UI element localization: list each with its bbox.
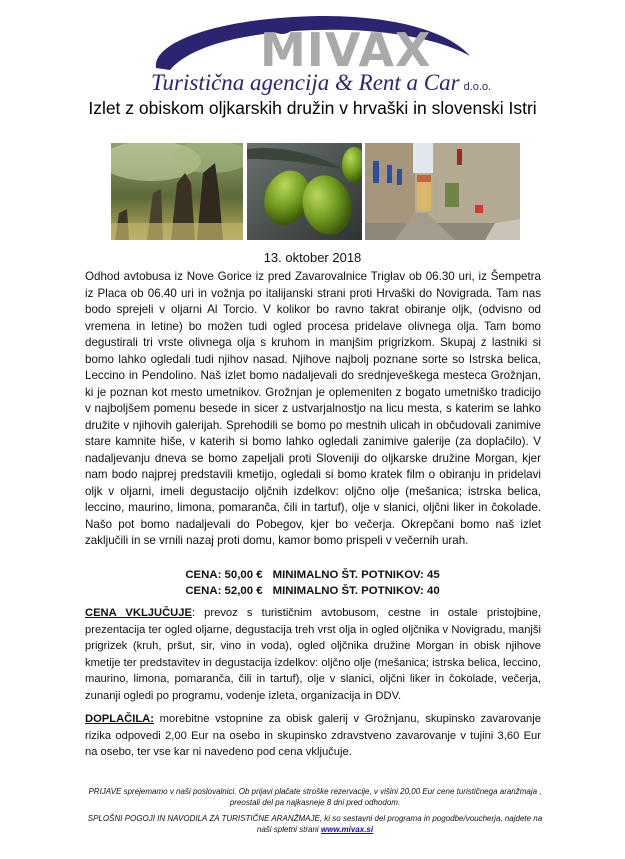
website-link[interactable]: www.mivax.si xyxy=(320,825,374,834)
price-row xyxy=(0,583,625,599)
terms-text: SPLOŠNI POGOJI IN NAVODILA ZA TURISTIČNE ARANŽMAJE, ki so sestavni del programa in pogodbe/voucherja, najdete na naši spletni strani xyxy=(87,814,543,834)
page-title: Izlet z obiskom oljkarskih družin v hrvaški in slovenski Istri xyxy=(88,98,537,118)
price-label: CENA: 52,00 € xyxy=(185,585,263,597)
green-olives-photo xyxy=(247,143,362,240)
price-label: CENA: 50,00 € xyxy=(185,569,263,581)
istrian-street-photo xyxy=(365,143,520,240)
description-text: Odhod avtobusa iz Nove Gorice iz pred Zavarovalnice Triglav ob 06.30 uri, iz Šempetra iz Placa ob 06.40 uri in vožnja po italijanski strani proti Hrvaški do Novigrada. Tam nas bodo sprejeli v oljarni Al Torcio. V kolikor bo ravno takrat obiranje oljk, (odvisno od vremena in letine) bo možen tudi ogled procesa pridelave olivnega olja. Tam bomo degustirali tri vrste olivnega olja s kruhom in manjšim prigrizkom. Skupaj z lastniki si bomo lahko ogledali tudi njihov nasad. Njihove najbolj poznane sorte so Istrska belica, Leccino in Pendolino. Naš izlet bomo nadaljevali do srednjeveškega mesteca Grožnjan, ki je poznan kot mesto umetnikov. Grožnjan je oplemeniten z bogato umetniško tradicijo v najboljšem pomenu besede in sicer z ustvarjalnostjo na licu mesta, s katerim se lahko družite v njihovih galerijah. Sprehodili se bomo po mestnih ulicah in občudovali zanimive stare kamnite hiše, v katerih si bomo lahko ogledali zanimive galerije (za doplačilo). V nadaljevanju dneva se bomo zapeljali proti Sloveniji do oljkarske družine Morgan, kjer nam bodo najprej predstavili kmetijo, ogledali si bomo kratek film o obiranju in pridelavi oljk v oljarni, imeli degustacijo oljčnih izdelkov: oljčno olje (mešanica; istrska belica, leccino, maurino, limona, pomaranča, čili in tartuf), olje v slanici, oljčni liker in čokolade. Našo pot bomo nadaljevali do Pobegov, kjer bo večerja. Okrepčani bomo naš izlet zaključili in se vrnili nazaj proti domu, kamor bomo prispeli v večernih urah. xyxy=(85,270,541,547)
min-passengers-label: MINIMALNO ŠT. POTNIKOV: 45 xyxy=(272,569,440,581)
trip-description xyxy=(85,269,541,550)
min-passengers-label: MINIMALNO ŠT. POTNIKOV: 40 xyxy=(272,585,440,597)
logo-tagline xyxy=(151,70,491,100)
price-row xyxy=(0,567,625,583)
extra-charges-section xyxy=(85,711,541,761)
price-list xyxy=(0,567,625,599)
logo-wordmark: MIVAX xyxy=(260,23,432,77)
logo-suffix: d.o.o. xyxy=(463,81,492,93)
trip-date: 13. oktober 2018 xyxy=(263,250,362,265)
price-includes-text: : prevoz s turističnim avtobusom, cestne in ostale pristojbine, prezentacija ter ogled oljarne, degustacija treh vrst olja in ogled oljčnika v Novigradu, manjši prigrizek (kruh, pršut, sir, vino in voda), ogled oljčnika družine Morgan in obisk njihove kmetije ter predstavitev in degustacija izdelkov: oljčno olje (mešanica; istrska belica, leccino, maurino, limona, pomaranča, čili in tartuf), olje v slanici, oljčni liker in čokolade, večerja, zunanji ogledi po programu, vodenje izleta, organizacija in DDV. xyxy=(85,607,541,702)
extra-charges-label: DOPLAČILA: xyxy=(85,713,154,725)
company-logo xyxy=(148,4,492,95)
terms-note xyxy=(80,813,550,835)
price-includes-section xyxy=(85,605,541,704)
olive-grove-photo xyxy=(111,143,243,240)
price-includes-label: CENA VKLJUČUJE xyxy=(85,607,192,619)
registration-note: PRIJAVE sprejemamo v naši poslovalnici. Ob prijavi plačate stroške rezervacije, v višini 20,00 Eur cene turističnega aranžmaja , preostali del pa najkasneje 8 dni pred odhodom. xyxy=(88,787,542,807)
extra-charges-text: morebitne vstopnine za obisk galerij v Grožnjanu, skupinsko zavarovanje rizika odpovedi 2,00 Eur na osebo in skupinsko zdravstveno zavarovanje v tujini 3,60 Eur na osebo, ter vse kar ni navedeno pod cena vključuje. xyxy=(85,713,541,758)
logo-tagline-text: Turistična agencija & Rent a Car xyxy=(151,70,460,95)
